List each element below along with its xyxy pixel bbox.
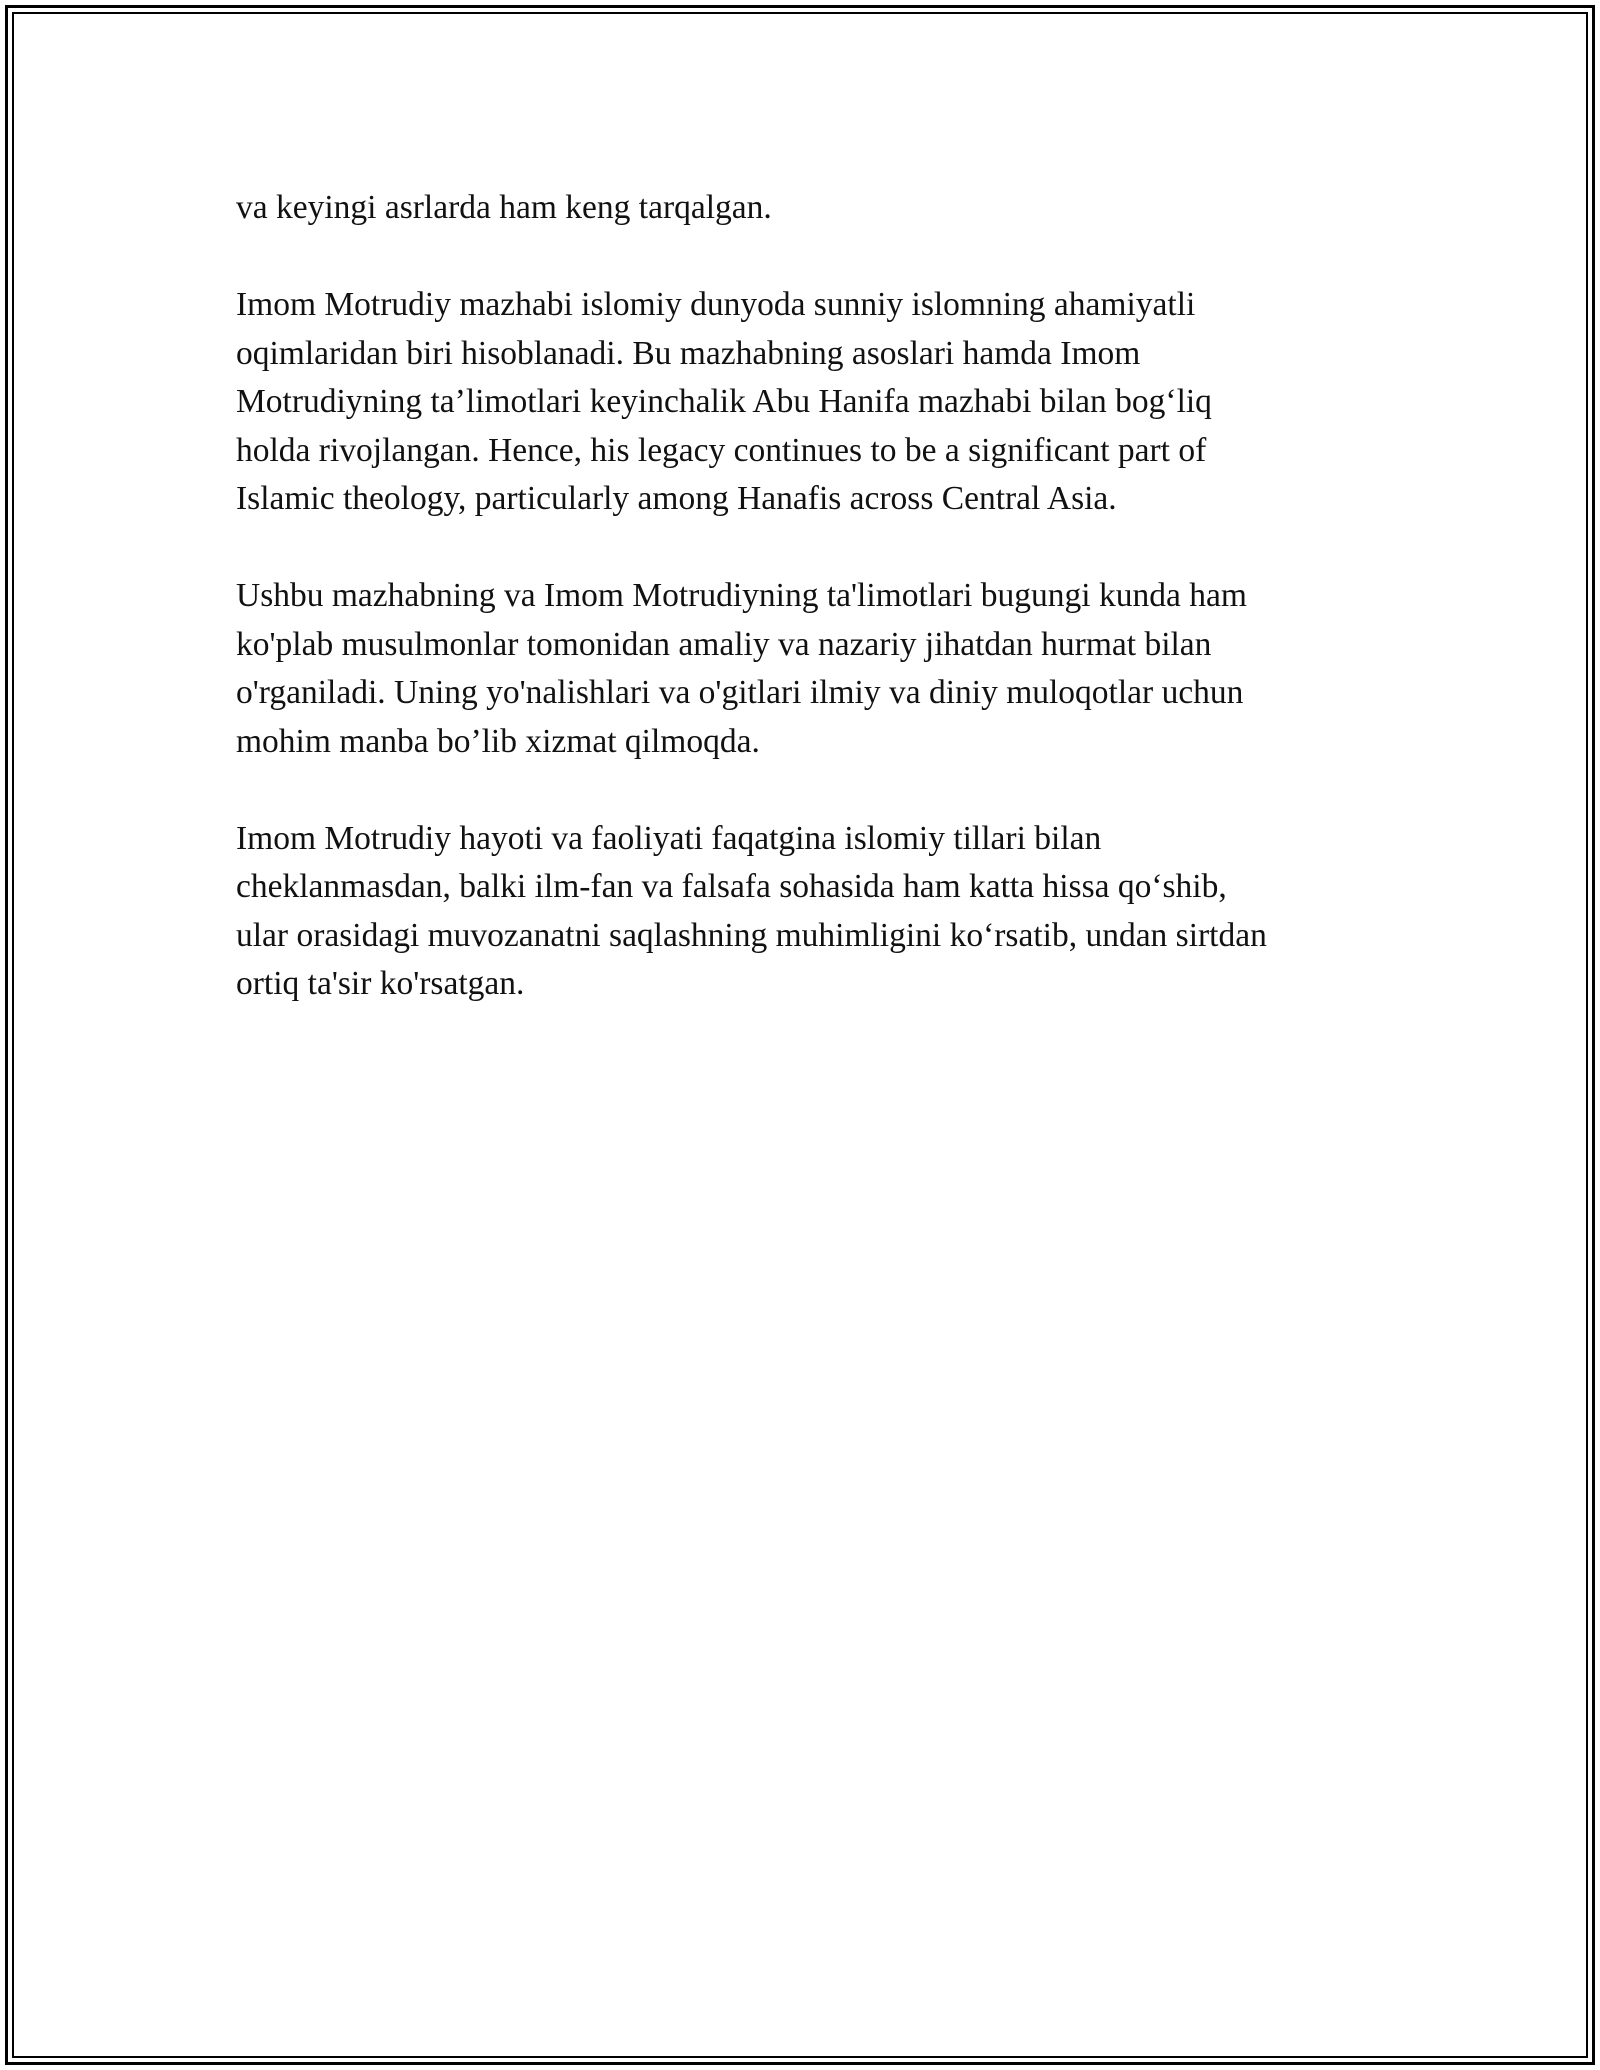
paragraph-3: Ushbu mazhabning va Imom Motrudiyning ta'limotlari bugungi kunda ham ko'plab musulmonlar tomonidan amaliy va nazariy jihatdan hurmat bilan o'rganiladi. Uning yo'nalishlari va o'gitlari ilmiy va diniy muloqotlar uchun mohim manba bo’lib xizmat qilmoqda. [236,577,1247,760]
paragraph-2: Imom Motrudiy mazhabi islomiy dunyoda sunniy islomning ahamiyatli oqimlaridan biri hisoblanadi. Bu mazhabning asoslari hamda Imom Motrudiyning ta’limotlari keyinchalik Abu Hanifa mazhabi bilan bog‘liq holda rivojlangan. Hence, his legacy continues to be a significant part of Islamic theology, particularly among Hanafis across Central Asia. [236,286,1212,517]
paragraph-4: Imom Motrudiy hayoti va faoliyati faqatgina islomiy tillari bilan cheklanmasdan, balki ilm-fan va falsafa sohasida ham katta hissa qo‘shib, ular orasidagi muvozanatni saqlashning muhimligini ko‘rsatib, undan sirtdan ortiq ta'sir ko'rsatgan. [236,819,1267,1002]
document-body [236,184,1386,1057]
paragraph-1: va keyingi asrlarda ham keng tarqalgan. [236,189,772,226]
